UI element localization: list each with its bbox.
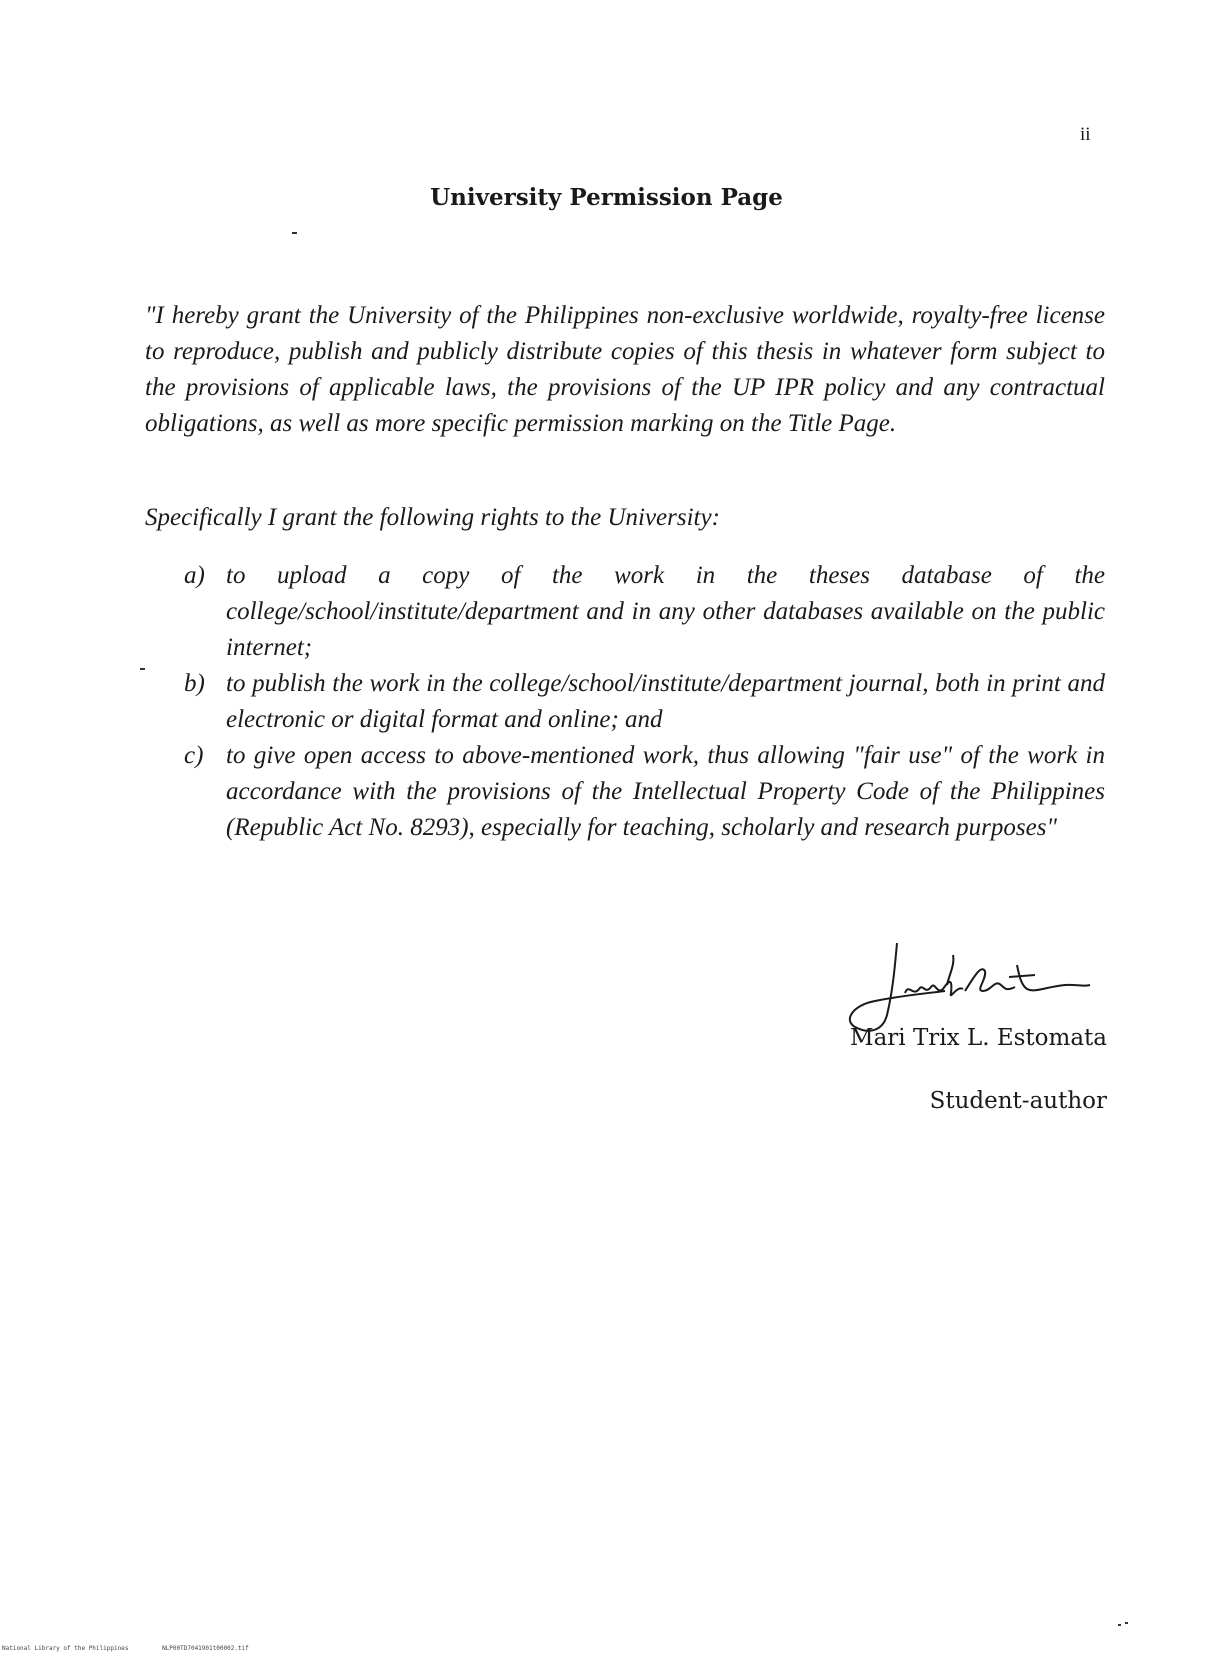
author-name: Mari Trix L. Estomata [850, 1025, 1107, 1051]
list-marker: c) [184, 742, 204, 769]
list-item-text: to publish the work in the college/school/institute/department journal, both in print and electronic or digital format and online; and [226, 670, 1105, 733]
stray-mark [292, 232, 297, 234]
grant-statement: "I hereby grant the University of the Philippines non-exclusive worldwide, royalty-free license to reproduce, publish and publicly distribute copies of this thesis in whatever form subject to the provisions of applicable laws, the provisions of the UP IPR policy and any contractual obligations, as well as more specific permission marking on the Title Page. [145, 302, 1105, 437]
stray-mark [1118, 1624, 1121, 1626]
footer-code: NLP00TD7041901t00002.tif [162, 1645, 249, 1652]
list-item [184, 738, 1105, 846]
rights-list [184, 558, 1105, 846]
page-title: University Permission Page [430, 184, 783, 211]
list-item [184, 558, 1105, 666]
list-marker: a) [184, 562, 205, 589]
page-number: ii [1080, 124, 1091, 145]
author-role: Student-author [929, 1088, 1107, 1114]
rights-intro: Specifically I grant the following rights to the University: [145, 504, 720, 531]
footer-library: National Library of the Philippines [2, 1645, 129, 1652]
list-marker: b) [184, 670, 205, 697]
stray-mark [140, 668, 145, 670]
list-item-text: to give open access to above-mentioned work, thus allowing "fair use" of the work in accordance with the provisions of the Intellectual Property Code of the Philippines (Republic Act No. 8293), especially for teaching, scholarly and research purposes" [226, 742, 1105, 841]
stray-mark [1125, 1622, 1128, 1624]
list-item [184, 666, 1105, 738]
footer-stamp [2, 1645, 279, 1652]
list-item-text: to upload a copy of the work in the theses database of the college/school/institute/department and in any other databases available on the public internet; [226, 562, 1105, 661]
